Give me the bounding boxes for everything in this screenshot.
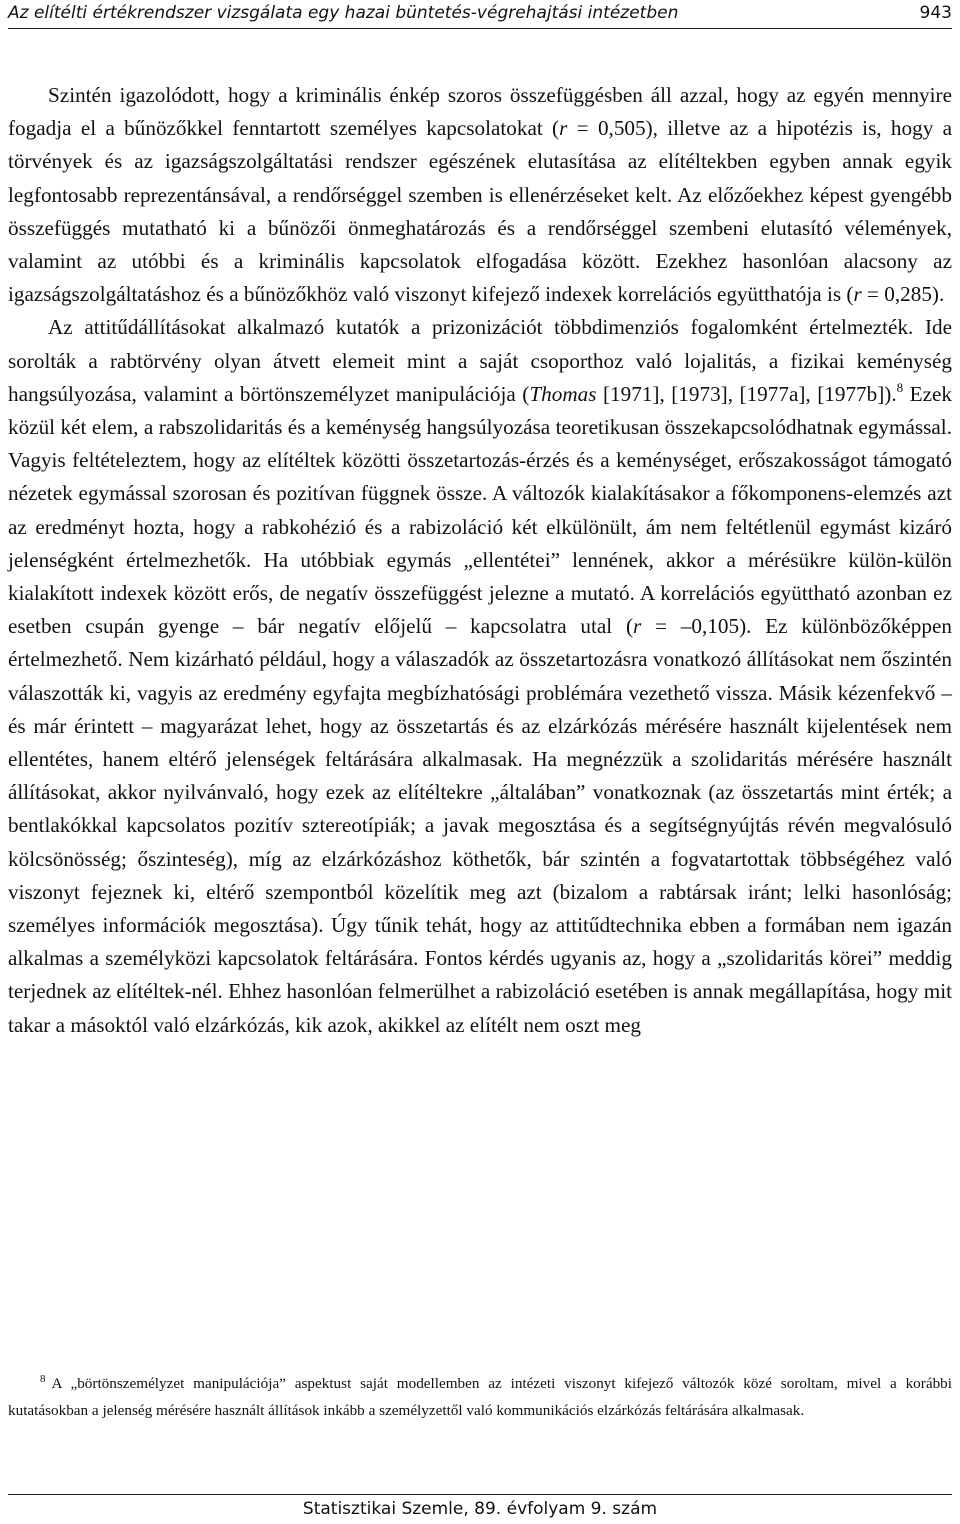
paragraph-2 xyxy=(8,311,952,1041)
footnote-text: A „börtönszemélyzet manipulációja” aspektust saját modellemben az intézeti viszonyt kifejező változók közé soroltam, mivel a korábbi kutatásokban a jelenség mérésére használt állítások inkább a személyzettől való kommunikációs elzárkózás feltárására alkalmasak. xyxy=(8,1375,952,1419)
footnote xyxy=(8,1370,952,1424)
variable-r: r xyxy=(559,116,568,141)
footnote-mark: 8 xyxy=(40,1373,46,1385)
variable-r: r xyxy=(633,614,642,639)
page-number: 943 xyxy=(919,3,952,23)
paragraph-1 xyxy=(8,79,952,311)
author-name: Thomas xyxy=(529,381,597,406)
footnote-reference[interactable]: 8 xyxy=(896,379,904,395)
running-header xyxy=(8,0,952,29)
text-run: = 0,285). xyxy=(861,282,945,307)
text-run: Szintén igazolódott, hogy a kriminális énkép szoros összefüggésben áll azzal, hogy az egyén mennyire fogadja el a bűnözőkkel fenntartott személyes kapcsolatokat ( xyxy=(8,83,952,141)
text-run: = 0,505), illetve az a hipotézis is, hogy a törvények és az igazságszolgáltatási rendszer egészének elutasítása az elítéltekben egyben annak egyik legfontosabb reprezentánsával, a rendőrséggel szemben is ellenérzéseket kelt. Az előzőekhez képest gyengébb összefüggés mutatható ki a bűnözői önmeghatározás és a rendőrséggel szembeni elutasító vélemények, valamint az utóbbi és a kriminális kapcsolatok elfogadása között. Ezekhez hasonlóan alacsony az igazságszolgáltatáshoz és a bűnözőkhöz való viszonyt kifejező indexek korrelációs együtthatója is ( xyxy=(8,116,953,307)
text-run: = –0,105). Ez különbözőképpen értelmezhető. Nem kizárható például, hogy a válaszadók az összetartozásra vonatkozó állításokat nem őszintén válaszották ki, vagyis az eredmény egyfajta megbízhatósági problémára vezethető vissza. Másik kézenfekvő – és már érintett – magyarázat lehet, hogy az összetartás és az elzárkózás mérésére használt kijelentések nem ellentétes, hanem eltérő jelenségek feltárására alkalmasak. Ha megnézzük a szolidaritás mérésére használt állításokat, akkor nyilvánvaló, hogy ezek az elítéltekre „általában” vonatkoznak (az összetartás mint érték; a bentlakókkal kapcsolatos pozitív sztereotípiák; a javak megosztása és a segítségnyújtás révén megvalósuló kölcsönösség; őszinteség), míg az elzárkózáshoz köthetők, bár szintén a fogvatartottak többségéhez való viszonyt fejeznek ki, eltérő szempontból közelítik meg azt (bizalom a rabtársak iránt; lelki hasonlóság; személyes információk megosztása). Úgy tűnik tehát, hogy az attitűdtechnika ebben a formában nem igazán alkalmas a személyközi kapcsolatok feltárására. Fontos kérdés ugyanis az, hogy a „szolidaritás körei” meddig terjednek az elítéltek-nél. Ehhez hasonlóan felmerülhet a rabizoláció esetében is annak megállapítása, hogy mit takar a másoktól való elzárkózás, kik azok, akikkel az elítélt nem oszt meg xyxy=(8,614,952,1037)
running-title: Az elítélti értékrendszer vizsgálata egy hazai büntetés-végrehajtási intézetben xyxy=(8,3,679,23)
text-run: [1971], [1973], [1977a], [1977b]). xyxy=(596,381,897,406)
journal-footer: Statisztikai Szemle, 89. évfolyam 9. szám xyxy=(302,1499,658,1519)
body-text xyxy=(8,79,952,1042)
variable-r: r xyxy=(853,282,862,307)
text-run: Ezek közül két elem, a rabszolidaritás és a keménység hangsúlyozása teoretikusan összekapcsolódhatnak egymással. Vagyis feltételeztem, hogy az elítéltek közötti összetartozás-érzés és a keménységet, erőszakosságot támogató nézetek egymással szorosan és pozitívan függnek össze. A változók kialakításakor a főkomponens-elemzés azt az eredményt hozta, hogy a rabkohézió és a rabizoláció két elkülönült, ám nem feltétlenül egymást kizáró jelenségként értelmezhetők. Ha utóbbiak egymás „ellentétei” lennének, akkor a mérésükre külön-külön kialakított indexek között erős, de negatív összefüggést jelezne a mutató. A korrelációs együttható azonban ez esetben csupán gyenge – bár negatív előjelű – kapcsolatra utal ( xyxy=(8,381,952,639)
text-run: Az attitűdállításokat alkalmazó kutatók a prizonizációt többdimenziós fogalomként értelmezték. Ide sorolták a rabtörvény olyan átvett elemeit mint a saját csoporthoz való lojalitás, a fizikai keménység hangsúlyozása, valamint a börtönszemélyzet manipulációja ( xyxy=(8,315,952,406)
footer-divider xyxy=(8,1494,952,1495)
